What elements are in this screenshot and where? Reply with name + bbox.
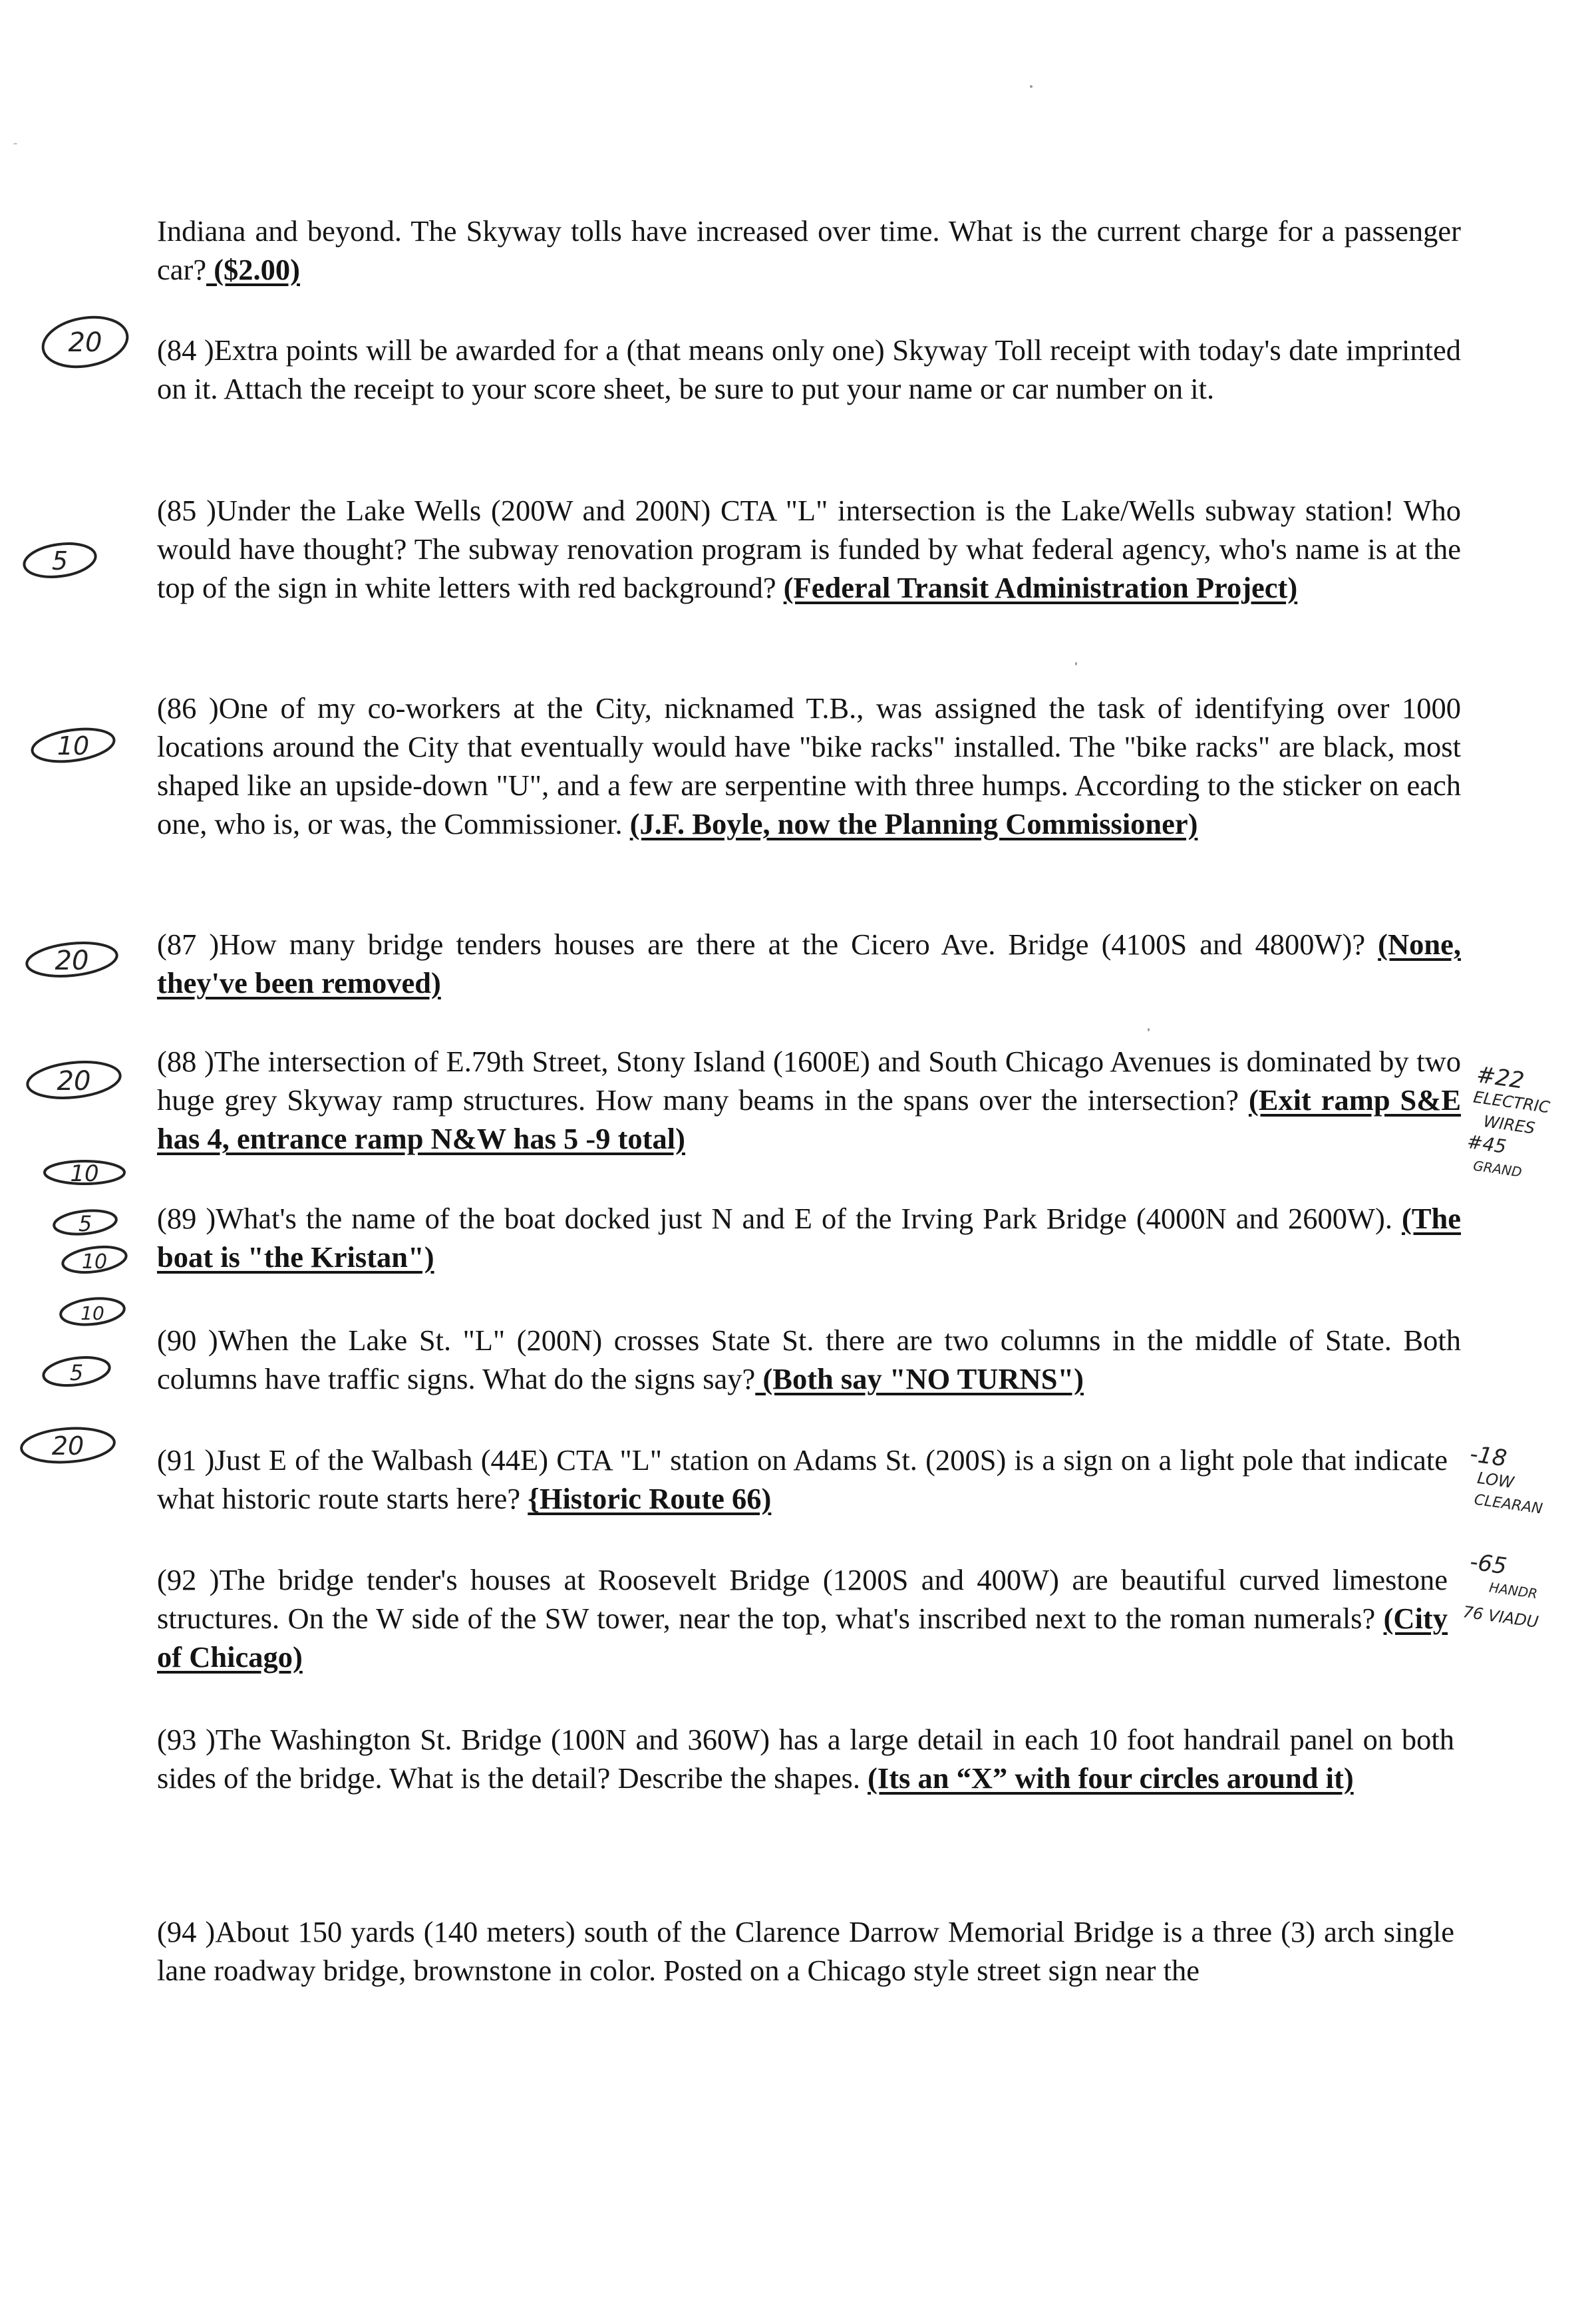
question-84: [157, 331, 1461, 408]
score-circle-86: [31, 725, 117, 765]
answer: (The boat is "the Kristan"): [157, 1202, 1461, 1274]
question-93: [157, 1720, 1454, 1797]
question-number: (88 ): [157, 1045, 214, 1078]
question-number: (93 ): [157, 1723, 216, 1756]
question-text: The bridge tender's houses at Roosevelt Bridge (1200S and 400W) are beautiful curved limestone structures. On the W side of the SW tower, near the top, what's inscribed next to the roman numerals?: [157, 1563, 1448, 1635]
circled-score-icon: [25, 940, 118, 979]
question-text: The Washington St. Bridge (100N and 360W) has a large detail in each 10 foot handrail panel on both sides of the bridge. What is the detail? Describe the shapes.: [157, 1723, 1454, 1795]
score-value: 10: [70, 1160, 99, 1187]
answer: (J.F. Boyle, now the Planning Commissioner): [629, 807, 1198, 840]
scan-speck: [13, 143, 17, 144]
note-line: 76 VIADU: [1462, 1602, 1540, 1632]
circled-score-icon: [59, 1296, 128, 1327]
question-94: [157, 1912, 1454, 1990]
question-number: (86 ): [157, 691, 219, 725]
circled-score-icon: [39, 311, 132, 373]
note-line: #45: [1466, 1131, 1508, 1158]
margin-note-92: [1462, 1550, 1547, 1634]
circled-score-icon: [52, 1208, 121, 1236]
answer: (City of Chicago): [157, 1602, 1448, 1674]
score-value: 20: [51, 1431, 84, 1461]
score-value: 20: [57, 1066, 91, 1097]
scan-speck: [1030, 85, 1033, 88]
question-86: [157, 689, 1461, 843]
question-number: (89 ): [157, 1202, 216, 1235]
answer: (Exit ramp S&E has 4, entrance ramp N&W has 5 -9 total): [157, 1083, 1461, 1155]
question-text: One of my co-workers at the City, nicknamed T.B., was assigned the task of identifying over 1000 locations around the City that eventually would have "bike racks" installed. The "bike racks" are black, most shaped like an upside-down "U", and a few are serpentine with three humps. According to the sticker on each one, who is, or was, the Commissioner.: [157, 691, 1462, 840]
question-text: Under the Lake Wells (200W and 200N) CTA "L" intersection is the Lake/Wells subway station! Who would have thought? The subway renovation program is funded by what federal agency, who's name is at the top of the sign in white letters with red background?: [157, 494, 1461, 604]
circled-score-icon: [31, 725, 117, 765]
question-85: [157, 491, 1461, 607]
question-number: (91 ): [157, 1443, 215, 1477]
note-line: -18: [1468, 1441, 1509, 1473]
answer: (Federal Transit Administration Project): [783, 571, 1298, 604]
question-91: [157, 1441, 1448, 1518]
question-text: Extra points will be awarded for a (that means only one) Skyway Toll receipt with today's date imprinted on it. Attach the receipt to your score sheet, be sure to put your name or car number on it.: [157, 333, 1461, 405]
score-circle-87: [25, 940, 118, 979]
score-value: 5: [51, 546, 69, 576]
circled-score-icon: [61, 1246, 130, 1274]
question-number: (84 ): [157, 333, 214, 367]
question-text: What's the name of the boat docked just N and E of the Irving Park Bridge (4000N and 2600W).: [216, 1202, 1402, 1235]
question-92: [157, 1560, 1448, 1676]
score-value: 10: [81, 1250, 108, 1274]
question-83-continued: [157, 212, 1461, 289]
scan-speck: [1148, 1028, 1150, 1031]
note-line: GRAND: [1472, 1157, 1523, 1180]
question-text: When the Lake St. "L" (200N) crosses State St. there are two columns in the middle of State. Both columns have traffic signs. What do the signs say?: [157, 1324, 1462, 1395]
margin-note-88: [1462, 1063, 1554, 1186]
score-circle-85: [21, 540, 101, 580]
score-value: 20: [68, 327, 102, 358]
score-value: 10: [57, 731, 90, 761]
score-circle-93: [41, 1356, 114, 1387]
question-87: [157, 925, 1461, 1002]
score-value: 5: [69, 1360, 84, 1385]
question-number: (87 ): [157, 928, 220, 961]
score-circle-88: [24, 1059, 124, 1101]
score-circle-84: [39, 311, 132, 373]
note-line: #22: [1474, 1061, 1526, 1095]
circled-score-icon: [24, 1059, 124, 1101]
answer: (Its an “X” with four circles around it): [868, 1761, 1354, 1795]
answer: (Both say "NO TURNS"): [755, 1362, 1084, 1395]
question-number: (92 ): [157, 1563, 220, 1596]
question-number: (90 ): [157, 1324, 218, 1357]
question-text: About 150 yards (140 meters) south of the Clarence Darrow Memorial Bridge is a three (3) arch single lane roadway bridge, brownstone in color. Posted on a Chicago style street sign near the: [157, 1915, 1454, 1987]
question-number: (85 ): [157, 494, 216, 527]
question-89: [157, 1199, 1461, 1276]
score-circle-94: [20, 1427, 120, 1464]
question-text: Just E of the Walbash (44E) CTA "L" station on Adams St. (200S) is a sign on a light pole that indicate what historic route starts here?: [157, 1443, 1448, 1515]
score-circle-90: [52, 1208, 121, 1236]
answer: (None, they've been removed): [157, 928, 1461, 999]
score-value: 20: [55, 946, 89, 976]
note-line: ELECTRIC: [1472, 1087, 1551, 1117]
answer: {Historic Route 66): [528, 1482, 772, 1515]
note-line: LOW: [1476, 1468, 1516, 1493]
circled-score-icon: [43, 1158, 129, 1187]
question-90: [157, 1321, 1461, 1398]
circled-score-icon: [41, 1356, 114, 1387]
score-circle-91: [61, 1246, 130, 1274]
circled-score-icon: [20, 1427, 120, 1464]
note-line: WIRES: [1482, 1112, 1537, 1138]
question-text: The intersection of E.79th Street, Stony Island (1600E) and South Chicago Avenues is dominated by two huge grey Skyway ramp structures. How many beams in the spans over the intersection?: [157, 1045, 1462, 1117]
answer: ($2.00): [206, 253, 300, 286]
question-text: How many bridge tenders houses are there at the Cicero Ave. Bridge (4100S and 4800W)?: [219, 928, 1378, 961]
scan-speck: [1075, 662, 1077, 665]
question-text: Indiana and beyond. The Skyway tolls have increased over time. What is the current charge for a passenger car?: [157, 214, 1461, 286]
question-88: [157, 1042, 1461, 1158]
question-number: (94 ): [157, 1915, 216, 1948]
note-line: CLEARAN: [1473, 1491, 1544, 1518]
note-line: HANDR: [1488, 1579, 1539, 1602]
score-value: 10: [80, 1302, 104, 1324]
score-value: 5: [78, 1211, 92, 1236]
score-circle-89: [43, 1158, 129, 1187]
note-line: -65: [1468, 1548, 1509, 1580]
circled-score-icon: [21, 540, 101, 580]
margin-note-91: [1462, 1443, 1550, 1521]
score-circle-92: [59, 1296, 128, 1327]
